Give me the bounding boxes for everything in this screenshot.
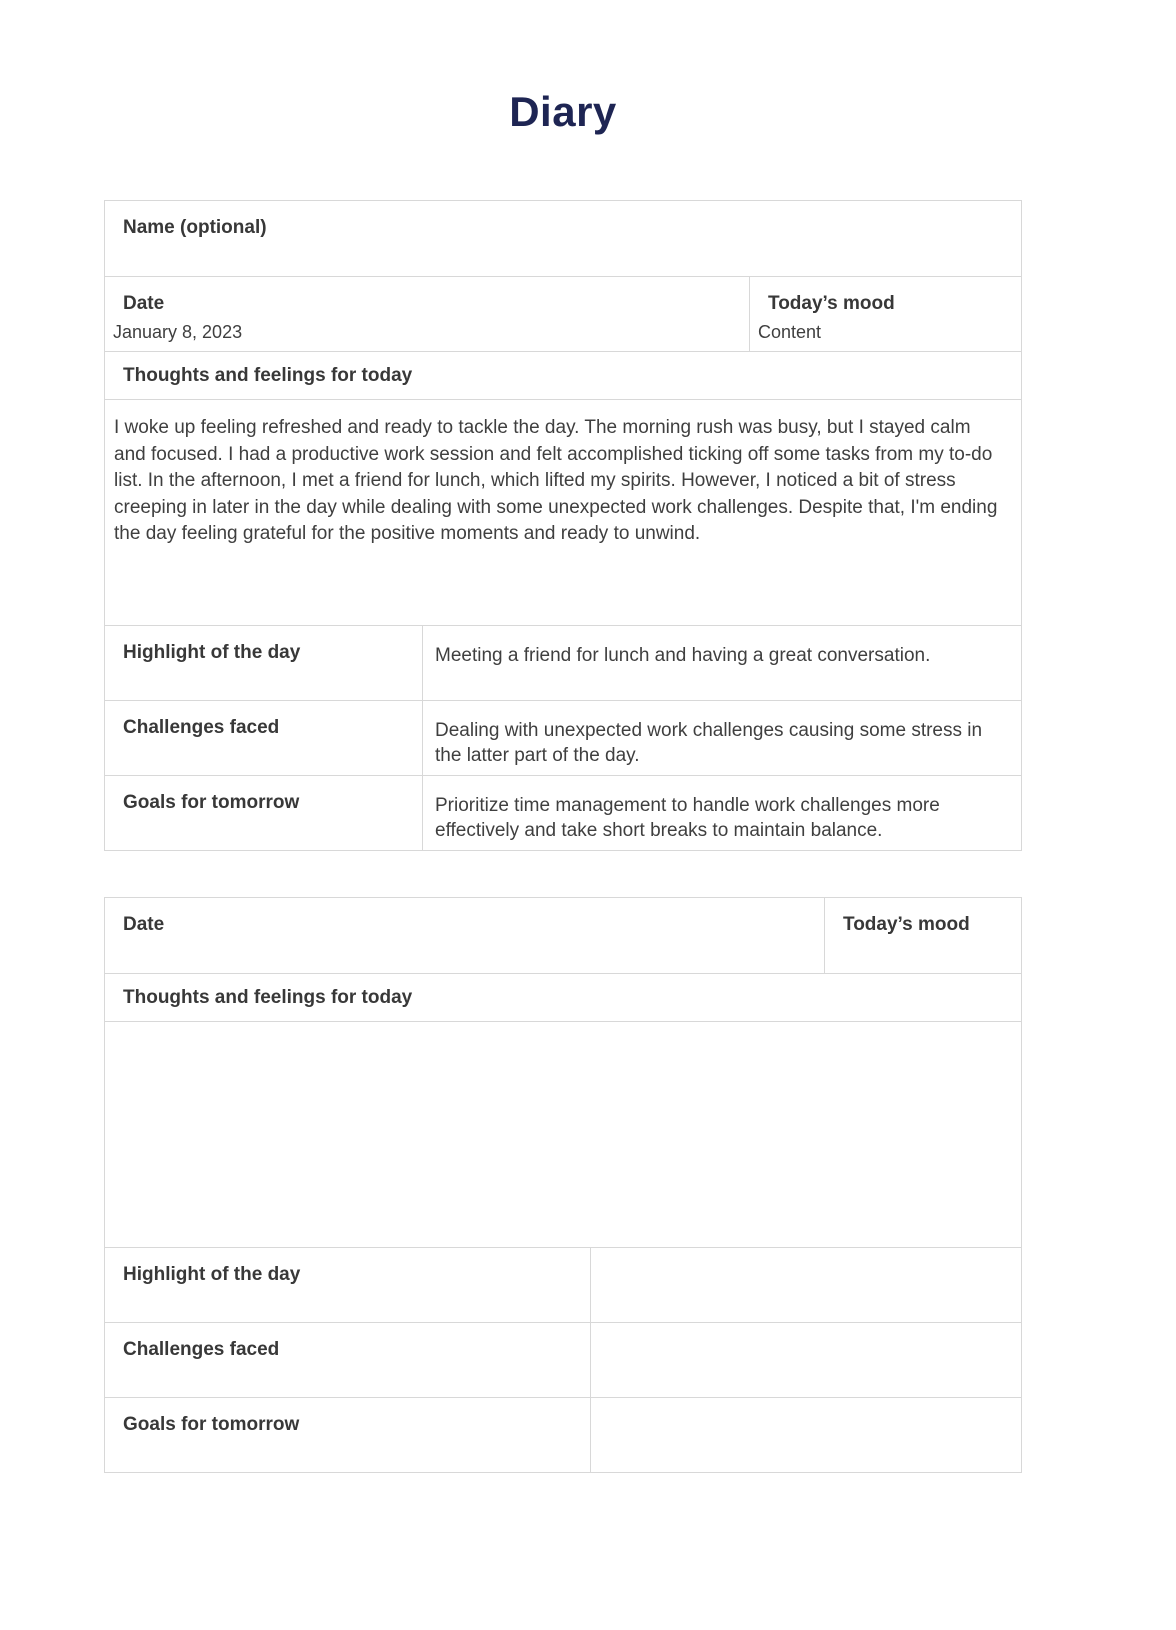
name-label: Name (optional) (123, 217, 267, 238)
highlight-label: Highlight of the day (123, 642, 301, 663)
thoughts-header-cell (105, 352, 1021, 399)
table-row (105, 700, 1021, 775)
table-row (105, 625, 1021, 700)
highlight-value: Meeting a friend for lunch and having a great conversation. (435, 645, 931, 666)
date-cell (105, 898, 824, 973)
table-row (105, 973, 1021, 1021)
goals-label: Goals for tomorrow (123, 1414, 300, 1435)
mood-value: Content (758, 322, 822, 342)
diary-entry-table-filled (104, 200, 1022, 851)
table-row (105, 1247, 1021, 1322)
highlight-value-cell (422, 626, 1021, 700)
name-cell (105, 201, 1021, 276)
date-value (105, 936, 824, 943)
thoughts-text-cell (105, 1022, 1021, 1247)
goals-label: Goals for tomorrow (123, 792, 300, 813)
challenges-value-cell (422, 701, 1021, 775)
challenges-label-cell (105, 1323, 590, 1397)
highlight-value-cell (590, 1248, 1021, 1322)
table-row (105, 399, 1021, 625)
mood-cell (824, 898, 1021, 973)
table-row (105, 201, 1021, 276)
highlight-value (591, 1248, 1021, 1265)
name-value (105, 239, 1021, 246)
goals-value: Prioritize time management to handle work challenges more effectively and take short breaks to maintain balance. (435, 795, 940, 841)
table-row (105, 775, 1021, 850)
highlight-label-cell (105, 626, 422, 700)
thoughts-text: I woke up feeling refreshed and ready to tackle the day. The morning rush was busy, but I stayed calm and focused. I had a productive work session and felt accomplished ticking off some tasks from my to-do list. In the afternoon, I met a friend for lunch, which lifted my spirits. However, I noticed a bit of stress creeping in later in the day while dealing with some unexpected work challenges. Despite that, I'm ending the day feeling grateful for the positive moments and ready to unwind. (114, 417, 998, 544)
mood-label: Today’s mood (768, 293, 895, 314)
challenges-label: Challenges faced (123, 1339, 280, 1360)
mood-value (825, 936, 1021, 943)
challenges-value-cell (590, 1323, 1021, 1397)
goals-label-cell (105, 1398, 590, 1472)
goals-value-cell (422, 776, 1021, 850)
page-title: Diary (509, 88, 617, 135)
thoughts-label: Thoughts and feelings for today (123, 987, 413, 1008)
table-row (105, 898, 1021, 973)
table-row (105, 351, 1021, 399)
table-row (105, 1021, 1021, 1247)
highlight-label-cell (105, 1248, 590, 1322)
thoughts-label: Thoughts and feelings for today (123, 365, 413, 386)
goals-value-cell (590, 1398, 1021, 1472)
table-row (105, 1397, 1021, 1472)
diary-entry-table-blank (104, 897, 1022, 1473)
date-cell (105, 277, 749, 351)
goals-label-cell (105, 776, 422, 850)
thoughts-text-cell (105, 400, 1021, 625)
thoughts-header-cell (105, 974, 1021, 1021)
date-label: Date (123, 293, 165, 314)
table-row (105, 276, 1021, 351)
challenges-value: Dealing with unexpected work challenges causing some stress in the latter part of the day. (435, 720, 983, 766)
goals-value (591, 1398, 1021, 1415)
highlight-label: Highlight of the day (123, 1264, 301, 1285)
mood-label: Today’s mood (843, 914, 970, 935)
table-row (105, 1322, 1021, 1397)
date-value: January 8, 2023 (113, 322, 243, 342)
challenges-label: Challenges faced (123, 717, 280, 738)
challenges-value (591, 1323, 1021, 1340)
challenges-label-cell (105, 701, 422, 775)
thoughts-text (105, 1022, 1021, 1037)
date-label: Date (123, 914, 165, 935)
mood-cell (749, 277, 1021, 351)
